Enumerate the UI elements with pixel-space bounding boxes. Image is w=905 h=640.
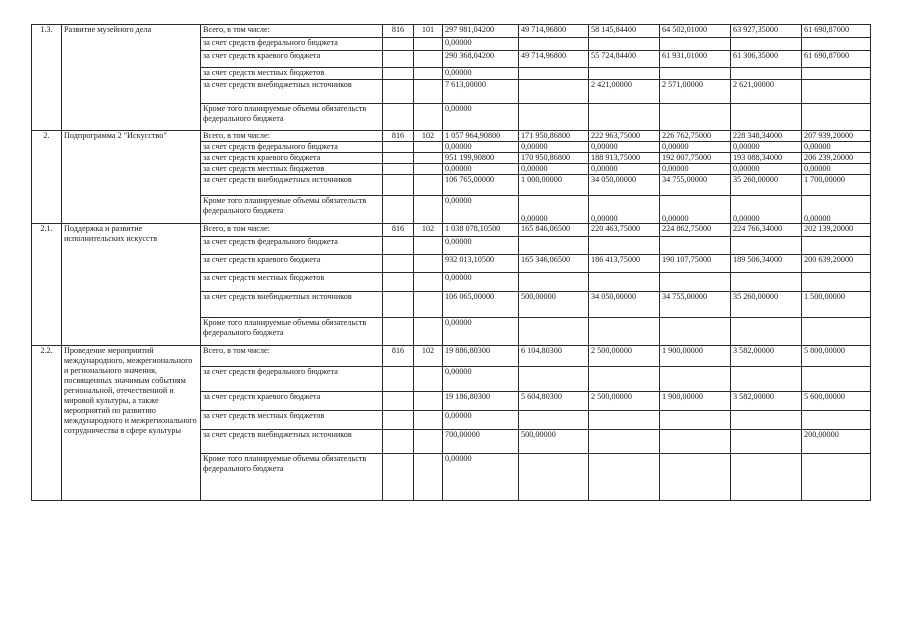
value-year: 207 939,20000 [802,131,871,142]
value-year: 189 506,34000 [731,255,802,273]
table-row [32,224,871,237]
value-year [519,237,589,255]
section-index: 2.1. [32,224,62,346]
value-year: 64 502,01000 [660,25,731,38]
value-year: 5 800,00000 [802,346,871,367]
source-label: Кроме того планируемые объемы обязательств федерального бюджета [201,104,383,131]
value-year [731,454,802,501]
value-year: 1 500,00000 [802,292,871,318]
value-year: 34 050,00000 [589,292,660,318]
code-rz: 101 [414,25,443,38]
value-total: 0,00000 [443,164,519,175]
value-total: 0,00000 [443,367,519,392]
value-year: 0,00000 [660,196,731,224]
section-index: 2.2. [32,346,62,501]
value-year [589,411,660,430]
source-label: за счет средств местных бюджетов [201,68,383,80]
code-gr: 816 [383,131,414,142]
value-year [589,38,660,51]
table-row [32,131,871,142]
value-year [519,454,589,501]
value-year: 63 927,35000 [731,25,802,38]
value-year: 0,00000 [731,142,802,153]
source-label: за счет средств федерального бюджета [201,142,383,153]
value-year: 2 500,00000 [589,392,660,411]
value-year [660,273,731,292]
value-year [589,237,660,255]
value-year: 226 762,75000 [660,131,731,142]
value-total: 0,00000 [443,411,519,430]
value-year [731,367,802,392]
code-gr: 816 [383,25,414,38]
value-year [802,237,871,255]
value-total: 0,00000 [443,38,519,51]
source-label: за счет средств краевого бюджета [201,153,383,164]
value-year [589,454,660,501]
value-year [660,411,731,430]
value-year [519,80,589,104]
value-year: 2 421,00000 [589,80,660,104]
code-rz: 102 [414,131,443,142]
value-year: 0,00000 [519,142,589,153]
value-year [802,80,871,104]
value-year: 49 714,96800 [519,51,589,68]
code-gr: 816 [383,346,414,367]
value-year [519,38,589,51]
value-year [802,273,871,292]
value-year [519,104,589,131]
source-label: за счет средств внебюджетных источников [201,430,383,454]
value-year [589,367,660,392]
value-year: 202 139,20000 [802,224,871,237]
value-year: 171 950,86800 [519,131,589,142]
source-label: за счет средств местных бюджетов [201,411,383,430]
value-year: 224 862,75000 [660,224,731,237]
source-label: за счет средств внебюджетных источников [201,292,383,318]
value-year: 35 260,00000 [731,175,802,196]
value-year: 55 724,84400 [589,51,660,68]
value-total: 0,00000 [443,318,519,346]
section-name: Проведение мероприятий международного, межрегионального и регионального значения, посвященных значимым событиям региональной, отечественной и мировой культуры, а также мероприятий по развитию международного и межрегионального сотрудничества в сфере культуры [62,346,201,501]
value-year [660,367,731,392]
value-total: 7 613,00000 [443,80,519,104]
value-year [802,367,871,392]
source-label: за счет средств федерального бюджета [201,38,383,51]
value-year: 0,00000 [519,164,589,175]
value-year [519,68,589,80]
value-total: 19 886,80300 [443,346,519,367]
value-year [731,38,802,51]
value-year [731,430,802,454]
value-year: 0,00000 [802,164,871,175]
source-label: за счет средств местных бюджетов [201,273,383,292]
value-year [660,454,731,501]
section-name: Поддержка и развитие исполнительских искусств [62,224,201,346]
value-year: 3 582,00000 [731,392,802,411]
value-year: 2 571,00000 [660,80,731,104]
source-label: Кроме того планируемые объемы обязательств федерального бюджета [201,454,383,501]
source-label: за счет средств краевого бюджета [201,392,383,411]
source-label: Кроме того планируемые объемы обязательств федерального бюджета [201,196,383,224]
value-year [802,411,871,430]
budget-table [31,24,871,501]
value-year: 2 500,00000 [589,346,660,367]
source-label: Всего, в том числе: [201,131,383,142]
value-total: 106 765,00000 [443,175,519,196]
value-total: 1 057 964,90800 [443,131,519,142]
value-total: 106 065,00000 [443,292,519,318]
value-year: 6 104,80300 [519,346,589,367]
value-total: 290 368,04200 [443,51,519,68]
value-year: 61 690,87000 [802,51,871,68]
code-rz: 102 [414,224,443,237]
value-year [660,68,731,80]
value-total: 0,00000 [443,454,519,501]
value-year: 165 846,06500 [519,224,589,237]
value-year: 1 900,00000 [660,392,731,411]
value-year: 170 950,86800 [519,153,589,164]
value-total: 0,00000 [443,273,519,292]
value-year: 61 931,01000 [660,51,731,68]
table-row [32,346,871,367]
value-total: 700,00000 [443,430,519,454]
section-name: Развитие музейного дела [62,25,201,131]
value-year [660,38,731,51]
value-year: 5 604,80300 [519,392,589,411]
source-label: за счет средств местных бюджетов [201,164,383,175]
value-total: 0,00000 [443,68,519,80]
value-year [589,318,660,346]
value-year: 228 348,34000 [731,131,802,142]
value-total: 0,00000 [443,142,519,153]
value-year: 165 346,06500 [519,255,589,273]
value-year: 200,00000 [802,430,871,454]
code-gr: 816 [383,224,414,237]
value-year [731,318,802,346]
value-year [660,237,731,255]
value-year: 0,00000 [660,164,731,175]
value-year: 0,00000 [519,196,589,224]
source-label: за счет средств внебюджетных источников [201,80,383,104]
value-year [802,68,871,80]
value-year: 224 766,34000 [731,224,802,237]
source-label: за счет средств федерального бюджета [201,237,383,255]
value-year [660,430,731,454]
value-year: 0,00000 [802,142,871,153]
value-year: 0,00000 [731,164,802,175]
value-year: 500,00000 [519,430,589,454]
value-year: 2 621,00000 [731,80,802,104]
value-year: 34 755,00000 [660,175,731,196]
value-year: 1 900,00000 [660,346,731,367]
source-label: Всего, в том числе: [201,25,383,38]
value-year [802,104,871,131]
value-year [660,318,731,346]
source-label: Всего, в том числе: [201,346,383,367]
value-year [519,318,589,346]
value-year: 0,00000 [589,164,660,175]
value-year: 34 050,00000 [589,175,660,196]
value-year: 222 963,75000 [589,131,660,142]
value-year [802,318,871,346]
table-row [32,25,871,38]
value-year: 0,00000 [589,196,660,224]
section-index: 1.3. [32,25,62,131]
section-name: Подпрограмма 2 "Искусство" [62,131,201,224]
value-year [802,38,871,51]
value-year [589,68,660,80]
value-total: 297 981,04200 [443,25,519,38]
value-year: 190 107,75000 [660,255,731,273]
value-year: 34 755,00000 [660,292,731,318]
value-year [731,237,802,255]
value-year: 61 306,35000 [731,51,802,68]
value-total: 932 013,10500 [443,255,519,273]
value-year [731,68,802,80]
value-year [802,454,871,501]
value-year [519,411,589,430]
value-year [660,104,731,131]
value-year: 500,00000 [519,292,589,318]
value-year: 5 600,00000 [802,392,871,411]
value-year: 192 007,75000 [660,153,731,164]
source-label: Кроме того планируемые объемы обязательств федерального бюджета [201,318,383,346]
value-year [731,273,802,292]
value-year: 0,00000 [660,142,731,153]
value-year: 0,00000 [731,196,802,224]
value-year: 61 690,87000 [802,25,871,38]
value-year [589,104,660,131]
value-total: 19 186,80300 [443,392,519,411]
value-year: 0,00000 [802,196,871,224]
value-year: 200 639,20000 [802,255,871,273]
value-year: 58 145,84400 [589,25,660,38]
source-label: за счет средств краевого бюджета [201,51,383,68]
source-label: за счет средств внебюджетных источников [201,175,383,196]
value-year [589,273,660,292]
source-label: Всего, в том числе: [201,224,383,237]
value-year: 188 913,75000 [589,153,660,164]
value-year [731,104,802,131]
value-year [519,273,589,292]
section-index: 2. [32,131,62,224]
value-year: 186 413,75000 [589,255,660,273]
value-year: 1 000,00000 [519,175,589,196]
code-rz: 102 [414,346,443,367]
value-total: 0,00000 [443,104,519,131]
value-total: 1 038 078,10500 [443,224,519,237]
value-year: 35 260,00000 [731,292,802,318]
value-year: 3 582,00000 [731,346,802,367]
source-label: за счет средств краевого бюджета [201,255,383,273]
value-year: 206 239,20000 [802,153,871,164]
value-total: 951 199,90800 [443,153,519,164]
value-year: 49 714,96800 [519,25,589,38]
value-year [589,430,660,454]
value-year [731,411,802,430]
value-year: 1 700,00000 [802,175,871,196]
value-year [519,367,589,392]
value-total: 0,00000 [443,196,519,224]
value-year: 220 463,75000 [589,224,660,237]
value-year: 193 088,34000 [731,153,802,164]
source-label: за счет средств федерального бюджета [201,367,383,392]
value-year: 0,00000 [589,142,660,153]
value-total: 0,00000 [443,237,519,255]
